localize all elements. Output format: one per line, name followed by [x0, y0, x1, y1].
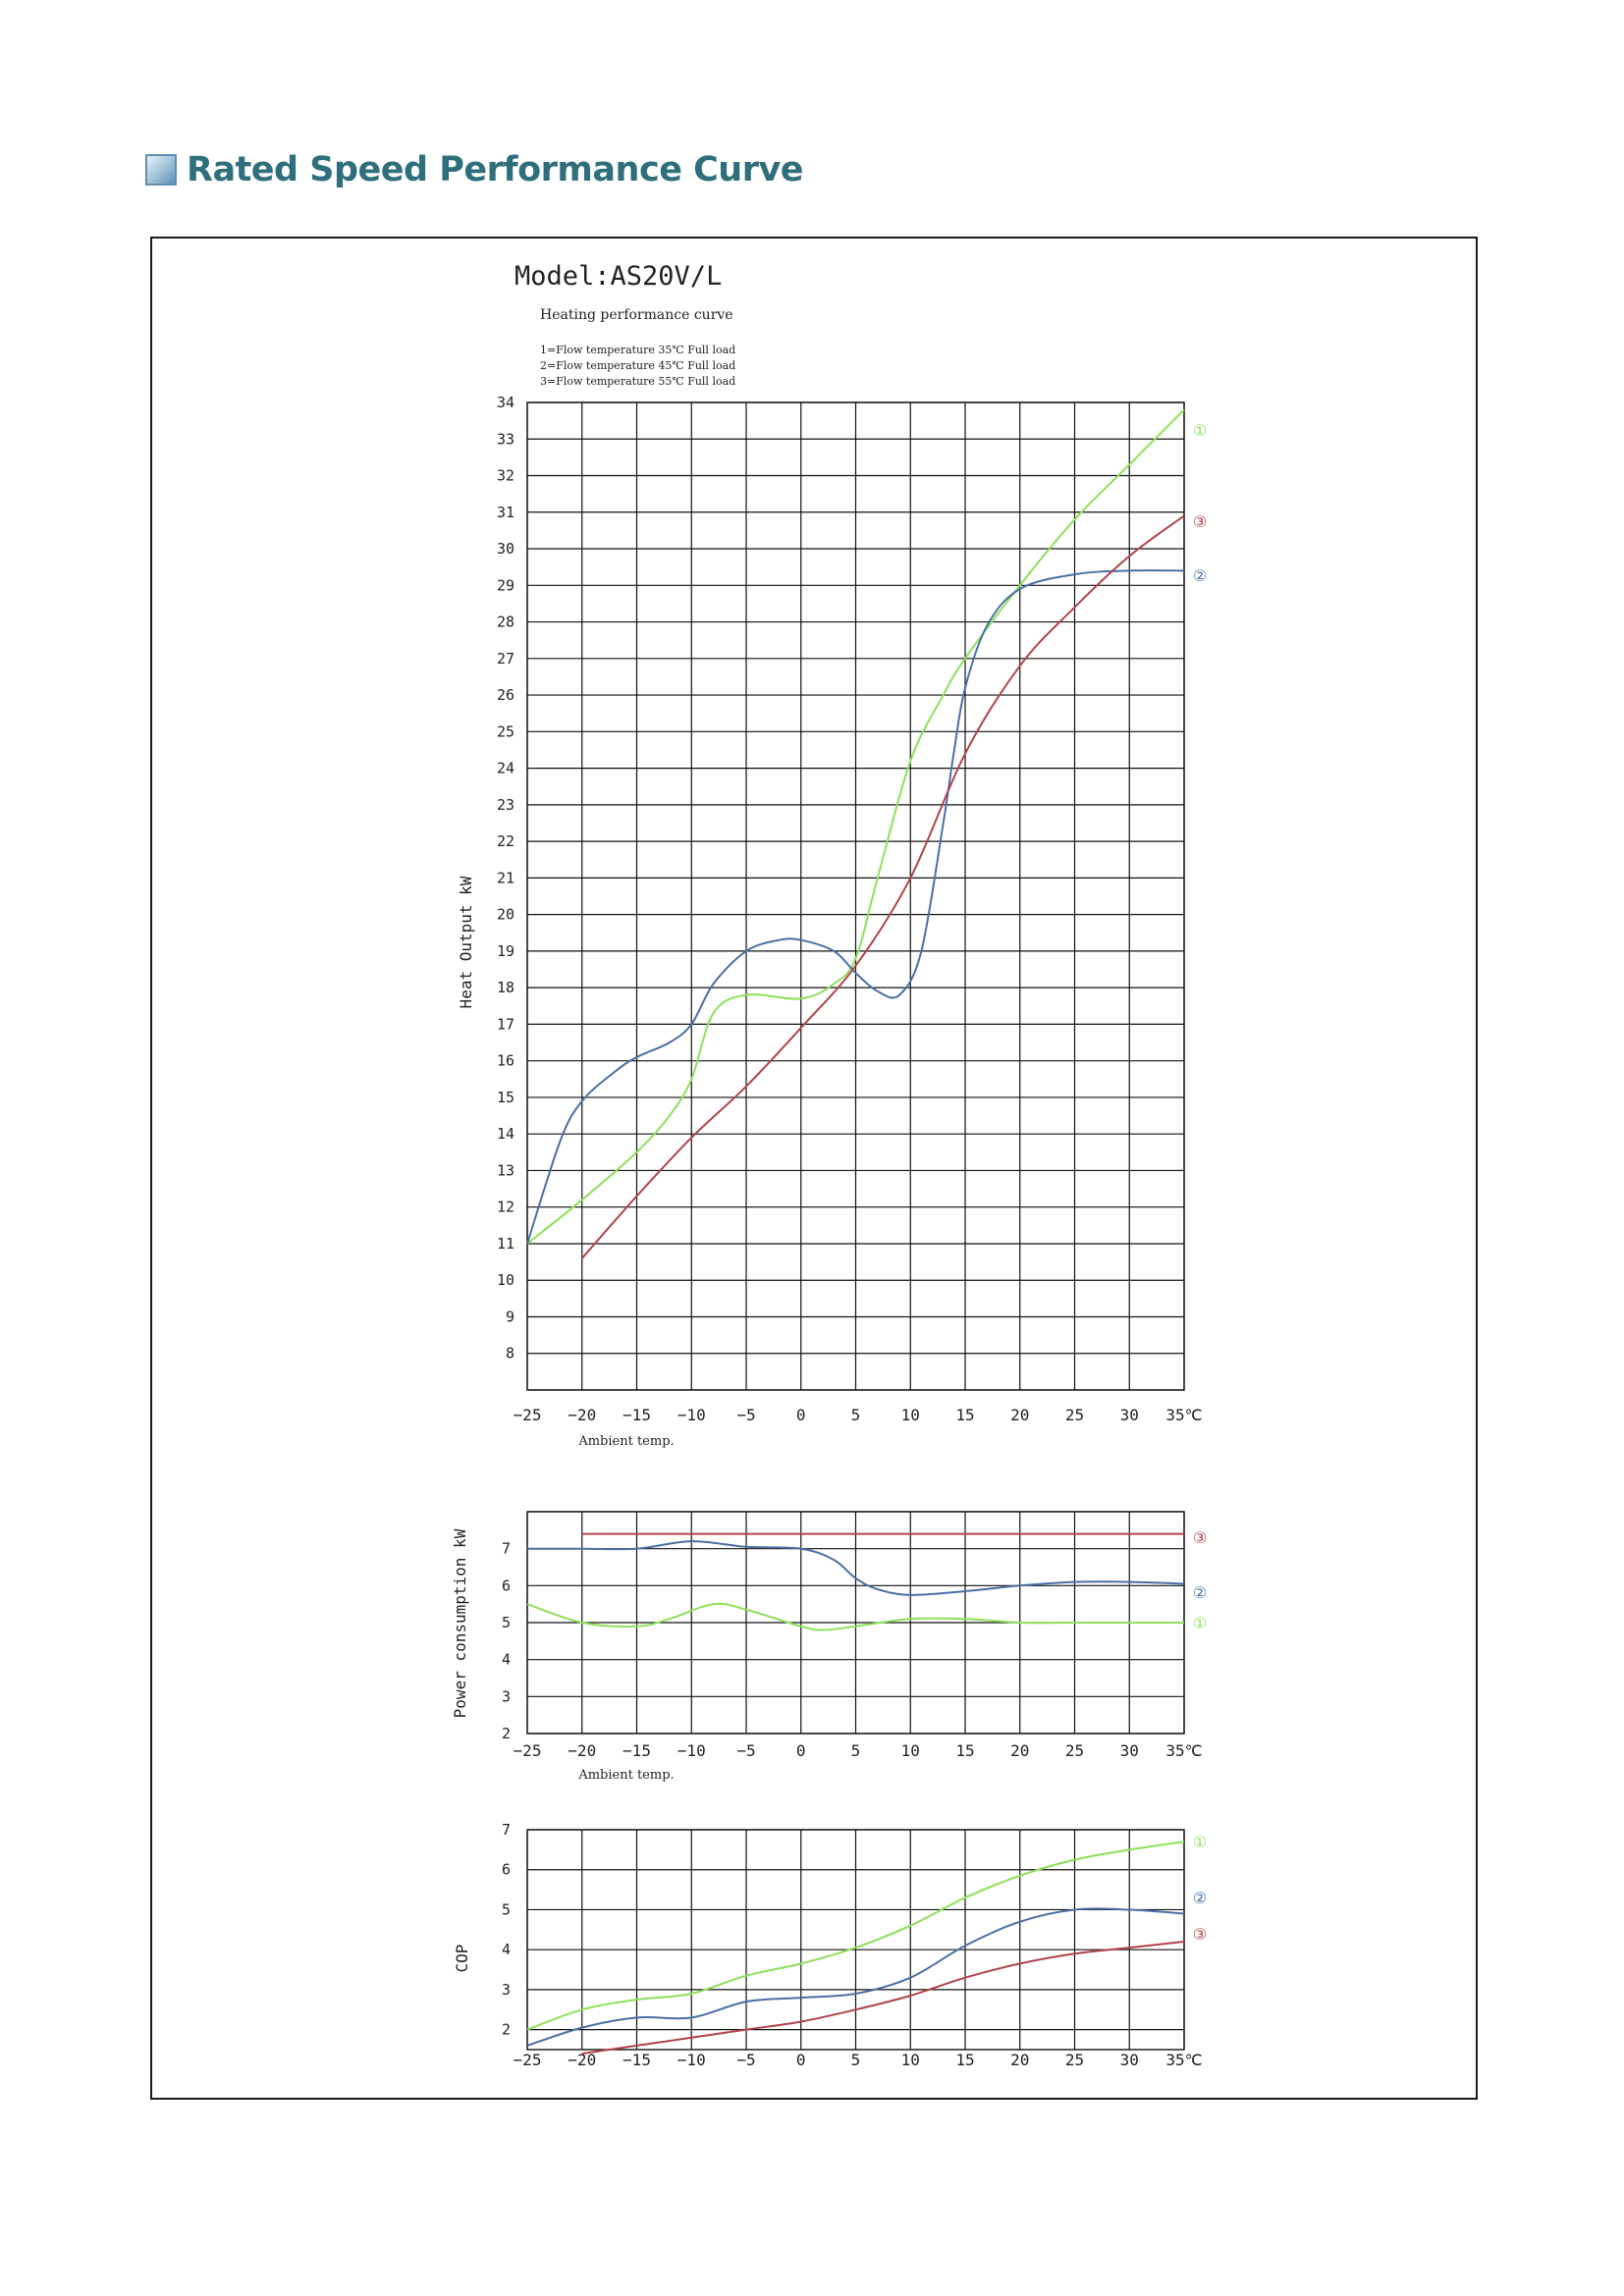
x-tick-label: 0	[795, 2051, 806, 2069]
series-label-series-3: ③	[1192, 512, 1208, 531]
series-label-series-1: ①	[1192, 1833, 1208, 1851]
x-tick-label: 10	[900, 1406, 920, 1424]
y-tick-label: 22	[496, 832, 514, 851]
y-tick-label: 2	[501, 2020, 511, 2039]
y-tick-label: 12	[496, 1198, 514, 1216]
x-tick-label: 5	[850, 2051, 861, 2069]
y-tick-label: 9	[505, 1308, 514, 1326]
y-tick-label: 17	[496, 1015, 514, 1034]
y-tick-label: 21	[496, 869, 514, 887]
y-tick-label: 3	[501, 1687, 511, 1706]
series-line-series-3	[582, 516, 1184, 1258]
x-tick-label: 10	[900, 2051, 920, 2069]
y-tick-label: 11	[496, 1234, 514, 1253]
y-tick-label: 18	[496, 979, 514, 997]
x-tick-label: 20	[1010, 1741, 1030, 1760]
x-tick-label: 25	[1064, 2051, 1085, 2069]
x-tick-label: 20	[1010, 1406, 1030, 1424]
x-tick-label: 15	[955, 2051, 975, 2069]
series-label-series-1: ①	[1192, 421, 1208, 440]
y-tick-label: 24	[496, 759, 514, 777]
x-tick-label: 0	[795, 1741, 806, 1760]
y-tick-label: 4	[501, 1941, 511, 1959]
x-tick-label: −25	[513, 1741, 542, 1760]
x-tick-label: −15	[623, 1741, 651, 1760]
x-tick-label: 35℃	[1165, 1406, 1203, 1424]
y-tick-label: 5	[501, 1900, 511, 1919]
y-tick-label: 5	[501, 1614, 511, 1631]
x-tick-label: −20	[568, 2051, 597, 2069]
legend-note-3: 3=Flow temperature 55℃ Full load	[540, 375, 736, 388]
x-tick-label: −25	[513, 1406, 542, 1424]
y-tick-label: 16	[496, 1051, 514, 1070]
x-tick-label: 30	[1119, 1406, 1139, 1424]
x-tick-label: 30	[1119, 2051, 1139, 2069]
y-tick-label: 14	[496, 1125, 514, 1144]
x-tick-label: 15	[955, 1741, 975, 1760]
y-tick-label: 33	[496, 430, 514, 449]
y-tick-label: 8	[505, 1344, 514, 1362]
x-tick-label: −15	[623, 1406, 651, 1424]
x-tick-label: 15	[955, 1406, 975, 1424]
x-tick-label: 20	[1010, 2051, 1030, 2069]
model-title: Model:AS20V/L	[514, 261, 723, 292]
y-tick-label: 19	[496, 941, 514, 960]
y-tick-label: 2	[501, 1725, 511, 1742]
x-tick-label: −20	[568, 1406, 597, 1424]
x-tick-label: 25	[1064, 1406, 1085, 1424]
x-tick-label: 5	[850, 1741, 861, 1760]
x-tick-label: −10	[677, 2051, 706, 2069]
y-tick-label: 6	[501, 1576, 511, 1595]
x-tick-label: 0	[795, 1406, 806, 1424]
series-label-series-2: ②	[1192, 1583, 1208, 1602]
legend-note-1: 1=Flow temperature 35℃ Full load	[540, 344, 736, 356]
y-axis-title: Heat Output kW	[457, 876, 475, 1009]
y-tick-label: 27	[496, 649, 514, 667]
x-tick-label: −5	[736, 1406, 756, 1424]
y-tick-label: 4	[501, 1650, 511, 1669]
y-tick-label: 26	[496, 686, 514, 705]
x-tick-label: −10	[677, 1406, 706, 1424]
x-axis-title: Ambient temp.	[578, 1768, 675, 1783]
series-label-series-2: ②	[1192, 566, 1208, 585]
y-axis-title: COP	[453, 1944, 471, 1973]
series-label-series-3: ③	[1192, 1925, 1208, 1944]
y-tick-label: 10	[496, 1271, 514, 1290]
y-tick-label: 23	[496, 795, 514, 814]
y-tick-label: 7	[501, 1821, 511, 1839]
y-tick-label: 13	[496, 1161, 514, 1180]
y-tick-label: 29	[496, 576, 514, 595]
y-tick-label: 6	[501, 1860, 511, 1879]
x-tick-label: −20	[568, 1741, 597, 1760]
x-tick-label: 30	[1119, 1741, 1139, 1760]
section-title: Rated Speed Performance Curve	[187, 150, 804, 189]
y-tick-label: 20	[496, 905, 514, 924]
series-label-series-2: ②	[1192, 1889, 1208, 1907]
x-tick-label: 35℃	[1165, 2051, 1203, 2069]
x-axis-title: Ambient temp.	[578, 1434, 675, 1449]
y-axis-title: Power consumption kW	[451, 1528, 469, 1719]
x-tick-label: 35℃	[1165, 1741, 1203, 1760]
x-tick-label: 10	[900, 1741, 920, 1760]
y-tick-label: 28	[496, 613, 514, 631]
x-tick-label: −10	[677, 1741, 706, 1760]
y-tick-label: 3	[501, 1980, 511, 1999]
chart-subtitle: Heating performance curve	[540, 307, 733, 323]
y-tick-label: 15	[496, 1088, 514, 1106]
y-tick-label: 25	[496, 722, 514, 741]
x-tick-label: −5	[736, 2051, 756, 2069]
series-label-series-3: ③	[1192, 1528, 1208, 1547]
y-tick-label: 32	[496, 466, 514, 485]
y-tick-label: 7	[501, 1539, 511, 1558]
x-tick-label: −25	[513, 2051, 542, 2069]
x-tick-label: 5	[850, 1406, 861, 1424]
x-tick-label: 25	[1064, 1741, 1085, 1760]
y-tick-label: 34	[496, 394, 514, 411]
x-tick-label: −5	[736, 1741, 756, 1760]
y-tick-label: 30	[496, 540, 514, 559]
x-tick-label: −15	[623, 2051, 651, 2069]
series-line-series-3	[582, 1942, 1184, 2054]
y-tick-label: 31	[496, 503, 514, 521]
legend-note-2: 2=Flow temperature 45℃ Full load	[540, 359, 736, 372]
series-label-series-1: ①	[1192, 1614, 1208, 1632]
